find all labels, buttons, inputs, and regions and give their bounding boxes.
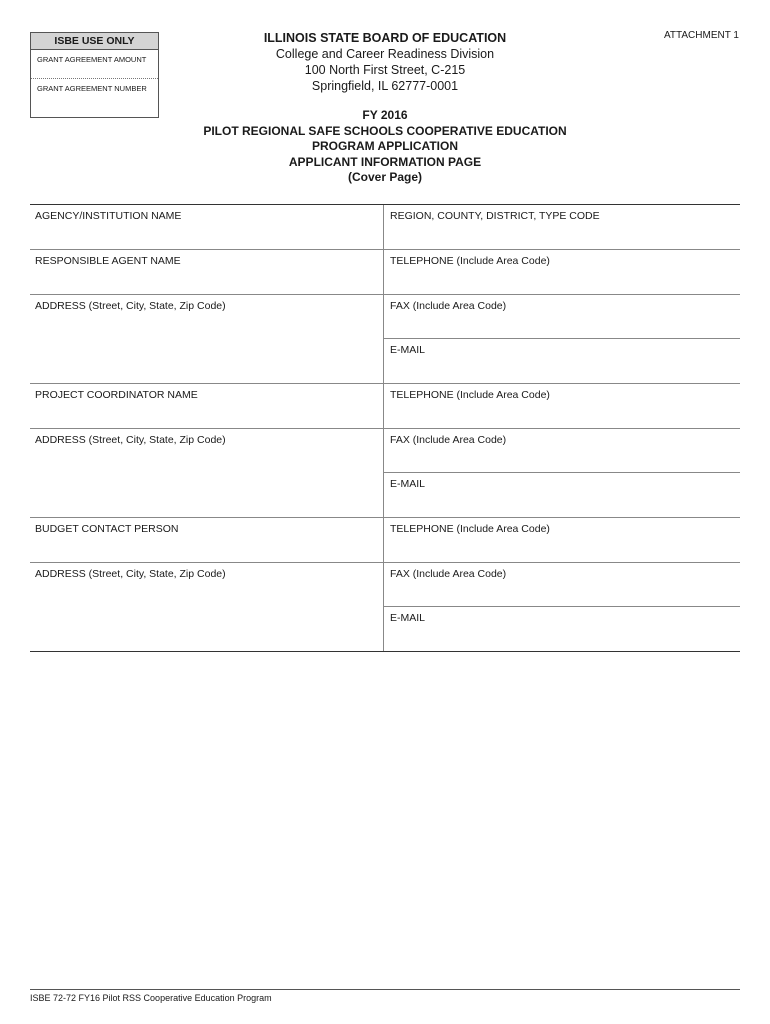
- agent-fax-field[interactable]: FAX (Include Area Code): [384, 295, 740, 339]
- agency-name: ILLINOIS STATE BOARD OF EDUCATION: [263, 31, 507, 45]
- grant-agreement-amount-field[interactable]: GRANT AGREEMENT AMOUNT: [31, 50, 158, 79]
- form-row: [30, 295, 740, 384]
- budget-email-field[interactable]: E-MAIL: [390, 612, 426, 624]
- form-row: [30, 205, 740, 250]
- budget-fax-field[interactable]: FAX (Include Area Code): [384, 563, 740, 607]
- coordinator-telephone-field[interactable]: TELEPHONE (Include Area Code): [390, 389, 550, 401]
- form-row: [30, 563, 740, 651]
- title-application: PROGRAM APPLICATION: [312, 139, 458, 153]
- agent-email-field[interactable]: E-MAIL: [390, 344, 426, 356]
- attachment-label: ATTACHMENT 1: [663, 30, 739, 41]
- coordinator-fax-field[interactable]: FAX (Include Area Code): [384, 429, 740, 473]
- title-cover-page: (Cover Page): [347, 170, 423, 184]
- agent-telephone-field[interactable]: TELEPHONE (Include Area Code): [390, 255, 550, 267]
- coordinator-address-field[interactable]: ADDRESS (Street, City, State, Zip Code): [30, 429, 384, 517]
- form-row: [30, 518, 740, 563]
- agency-institution-name-field[interactable]: AGENCY/INSTITUTION NAME: [30, 205, 384, 249]
- coordinator-email-field[interactable]: E-MAIL: [390, 478, 426, 490]
- title-fiscal-year: FY 2016: [362, 108, 408, 122]
- isbe-use-only-box: [30, 32, 159, 118]
- project-coordinator-name-field[interactable]: PROJECT COORDINATOR NAME: [30, 384, 384, 428]
- budget-contact-person-field[interactable]: BUDGET CONTACT PERSON: [30, 518, 384, 562]
- document-title: [60, 108, 710, 186]
- applicant-info-form: [30, 204, 740, 652]
- isbe-use-only-heading: ISBE USE ONLY: [31, 33, 158, 50]
- budget-telephone-field[interactable]: TELEPHONE (Include Area Code): [390, 523, 550, 535]
- grant-agreement-number-field[interactable]: GRANT AGREEMENT NUMBER: [37, 84, 147, 93]
- agent-address-field[interactable]: ADDRESS (Street, City, State, Zip Code): [30, 295, 384, 383]
- title-info-page: APPLICANT INFORMATION PAGE: [288, 154, 482, 169]
- form-row: [30, 250, 740, 295]
- division-name: College and Career Readiness Division: [275, 47, 495, 61]
- form-row: [30, 384, 740, 429]
- form-row: [30, 429, 740, 518]
- title-program: PILOT REGIONAL SAFE SCHOOLS COOPERATIVE EDUCATION: [203, 123, 567, 138]
- agency-header: [160, 31, 610, 94]
- form-footer: ISBE 72-72 FY16 Pilot RSS Cooperative Education Program: [30, 989, 740, 1003]
- budget-address-field[interactable]: ADDRESS (Street, City, State, Zip Code): [30, 563, 384, 651]
- responsible-agent-name-field[interactable]: RESPONSIBLE AGENT NAME: [30, 250, 384, 294]
- city-address: Springfield, IL 62777-0001: [311, 79, 459, 93]
- street-address: 100 North First Street, C-215: [304, 63, 466, 77]
- region-code-field[interactable]: REGION, COUNTY, DISTRICT, TYPE CODE: [390, 210, 600, 222]
